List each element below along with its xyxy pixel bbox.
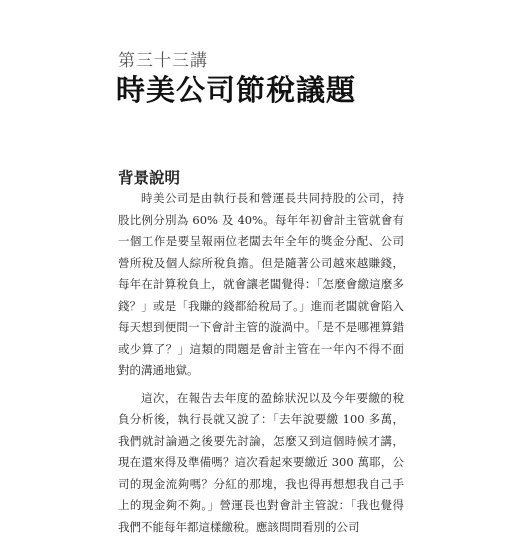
section-heading: 背景說明 [118, 168, 181, 187]
paragraph: 這次，在報告去年度的盈餘狀況以及今年要繳的稅負分析後，執行長就又說了：「去年說要繳 100 多萬，我們就討論過之後要先討論，怎麼又到這個時候才講，現在還來得及準備嗎？這次看起來要繳近 300 萬耶，公司的現金流夠嗎？分紅的那塊，我也得再想想我自己手上的現金夠不夠。」營運長也對會計主管說：「我也覺得我們不能每年都這樣繳稅。應該問問看別的公司 [118, 390, 404, 534]
paragraph: 時美公司是由執行長和營運長共同持股的公司，持股比例分別為 60% 及 40%。每年年初會計主管就會有一個工作是要呈報兩位老闆去年全年的獎金分配、公司營所稅及個人綜所稅負擔。但是隨著公司越來越賺錢，每年在計算稅負上，就會讓老闆覺得：「怎麼會繳這麼多錢？」或是「我賺的錢都給稅局了。」進而老闆就會陷入每天想到便問一下會計主管的漩渦中。「是不是哪裡算錯或少算了？」這類的問題是會計主管在一年內不得不面對的溝通地獄。 [118, 191, 404, 377]
lecture-label: 第三十三講 [118, 51, 208, 71]
chapter-title: 時美公司節稅議題 [116, 73, 357, 107]
body-text [118, 188, 404, 544]
